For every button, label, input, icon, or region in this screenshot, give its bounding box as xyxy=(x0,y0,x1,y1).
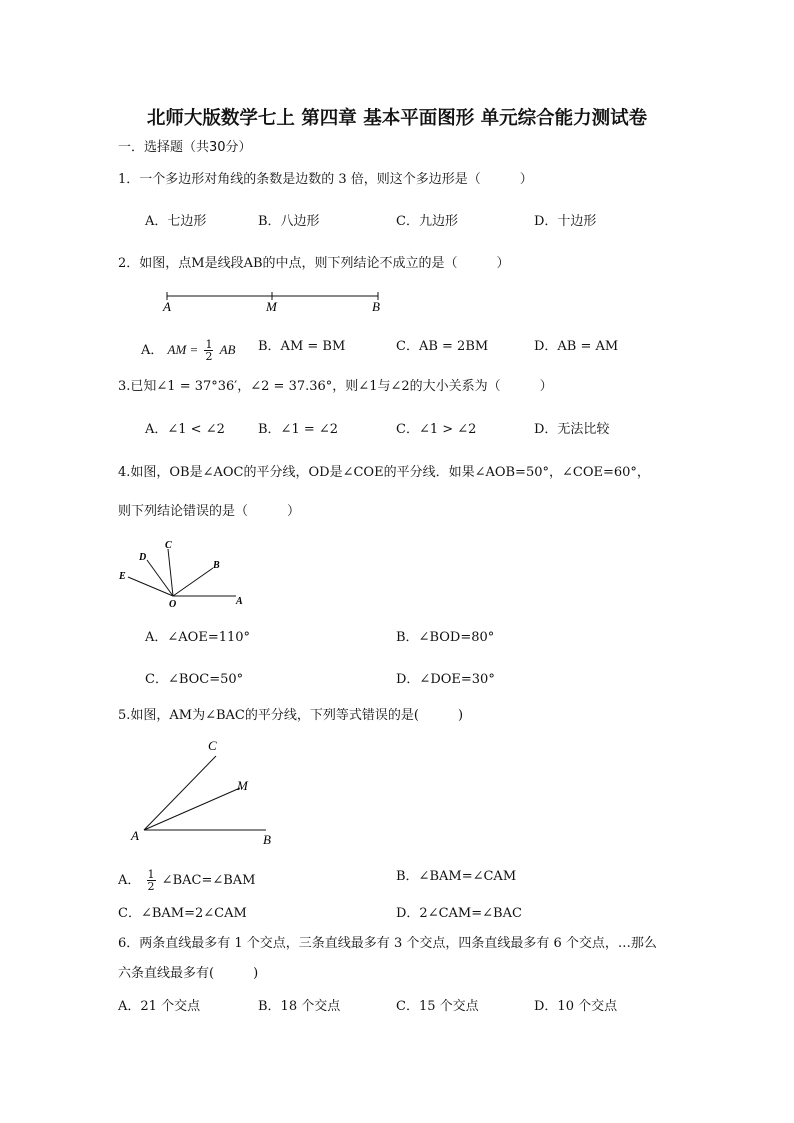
fraction-half: $\frac{1}{2}$ xyxy=(147,868,155,893)
q6-option-b: B．18 个交点 xyxy=(258,999,341,1014)
q5-stem: 5.如图，AM为∠BAC的平分线，下列等式错误的是( ) xyxy=(118,708,464,723)
q1-option-b: B．八边形 xyxy=(258,214,320,229)
q6-stem: 6．两条直线最多有 1 个交点，三条直线最多有 3 个交点，四条直线最多有 6 个交点，…那么 xyxy=(118,936,657,951)
q5-option-b: B．∠BAM=∠CAM xyxy=(396,869,517,884)
fraction-half: $\frac{1}{2}$ xyxy=(205,338,213,363)
q3-option-c: C．∠1 > ∠2 xyxy=(396,422,477,437)
q4-label-o: O xyxy=(169,599,177,610)
q3-option-b: B．∠1 = ∠2 xyxy=(258,422,339,437)
q4-label-e: E xyxy=(119,571,126,582)
q3-option-d: D．无法比较 xyxy=(534,422,610,437)
q1-option-a: A．七边形 xyxy=(145,214,207,229)
q4-stem-continued: 则下列结论错误的是（ ） xyxy=(118,504,301,519)
q5-option-c: C．∠BAM=2∠CAM xyxy=(118,906,247,921)
q4-label-d: D xyxy=(139,552,147,563)
q4-label-b: B xyxy=(213,560,220,571)
page-title: 北师大版数学七上 第四章 基本平面图形 单元综合能力测试卷 xyxy=(146,108,648,129)
q3-option-a: A．∠1 < ∠2 xyxy=(145,422,225,437)
q2-option-d: D．AB = AM xyxy=(534,339,619,354)
q2-option-b: B．AM = BM xyxy=(258,339,346,354)
q5-label-a: A xyxy=(131,828,139,843)
q2-label-m: M xyxy=(266,299,277,314)
q4-label-c: C xyxy=(165,540,172,551)
q5-label-m: M xyxy=(237,778,248,793)
q3-stem: 3.已知∠1 = 37°36′，∠2 = 37.36°，则∠1与∠2的大小关系为（ ） xyxy=(118,379,553,394)
q2-option-a: A． AM = $\frac{1}{2}$ AB xyxy=(141,338,236,363)
q4-stem: 4.如图，OB是∠AOC的平分线，OD是∠COE的平分线．如果∠AOB=50°，∠COE=60°， xyxy=(118,465,650,480)
q1-stem: 1．一个多边形对角线的条数是边数的 3 倍，则这个多边形是（ ） xyxy=(118,172,533,187)
q2-label-b: B xyxy=(372,299,380,314)
q5-option-a: A． $\frac{1}{2}$ ∠BAC=∠BAM xyxy=(118,868,256,893)
q4-label-a: A xyxy=(236,596,243,607)
q6-stem-continued: 六条直线最多有( ) xyxy=(118,966,259,981)
q6-option-c: C．15 个交点 xyxy=(396,999,479,1014)
q2-option-c: C．AB = 2BM xyxy=(396,339,489,354)
q6-option-a: A．21 个交点 xyxy=(118,999,201,1014)
q5-label-c: C xyxy=(208,738,217,753)
q2-label-a: A xyxy=(163,299,171,314)
q5-option-d: D．2∠CAM=∠BAC xyxy=(396,906,522,921)
q1-option-d: D．十边形 xyxy=(534,214,597,229)
q6-option-d: D．10 个交点 xyxy=(534,999,618,1014)
q4-option-d: D．∠DOE=30° xyxy=(396,672,495,687)
q2-stem: 2．如图，点M是线段AB的中点，则下列结论不成立的是（ ） xyxy=(118,256,510,271)
q1-option-c: C．九边形 xyxy=(396,214,458,229)
q5-label-b: B xyxy=(263,832,271,847)
q4-option-b: B．∠BOD=80° xyxy=(396,630,495,645)
section-heading: 一．选择题（共30分） xyxy=(118,140,252,155)
q4-option-a: A．∠AOE=110° xyxy=(145,630,251,645)
q4-option-c: C．∠BOC=50° xyxy=(145,672,244,687)
